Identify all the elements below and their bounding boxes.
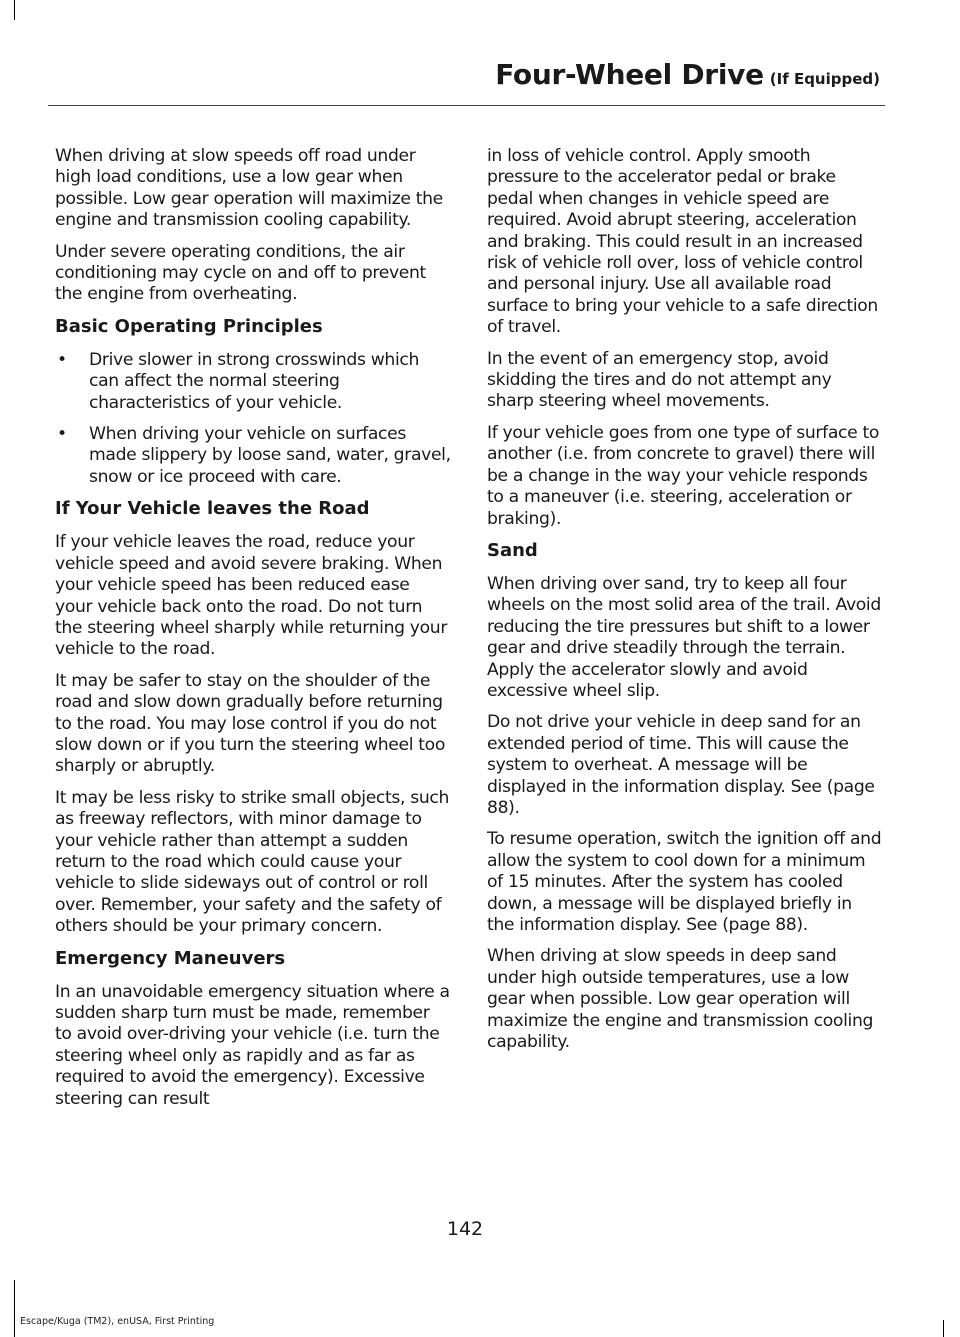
heading-emergency-maneuvers: Emergency Maneuvers (55, 947, 286, 969)
list-item (55, 424, 451, 488)
paragraph: When driving at slow speeds off road under high load conditions, use a low gear when possible. Low gear operation will maximize the engine and transmission cooling capability. (55, 146, 443, 231)
header-divider (48, 105, 885, 106)
list-item-text: Drive slower in strong crosswinds which can affect the normal steering characteristics of your vehicle. (89, 349, 420, 413)
footer-edition: Escape/Kuga (TM2), enUSA, First Printing (20, 1316, 215, 1327)
paragraph: To resume operation, switch the ignition off and allow the system to cool down for a minimum of 15 minutes. After the system has cooled down, a message will be displayed briefly in the information display. See (page 88). (487, 829, 882, 935)
bullet-glyph: • (57, 424, 67, 445)
heading-basic-operating-principles: Basic Operating Principles (55, 315, 323, 337)
paragraph: If your vehicle leaves the road, reduce your vehicle speed and avoid severe braking. When your vehicle speed has been reduced ease your vehicle back onto the road. Do not turn the steering wheel sharply while returning your vehicle to the road. (55, 532, 448, 660)
page-header (240, 58, 880, 91)
list-item-text: When driving your vehicle on surfaces made slippery by loose sand, water, gravel, snow or ice proceed with care. (89, 424, 451, 487)
paragraph: in loss of vehicle control. Apply smooth pressure to the accelerator pedal or brake pedal when changes in vehicle speed are required. Avoid abrupt steering, acceleration and braking. This could result in an increased risk of vehicle roll over, loss of vehicle control and personal injury. Use all available road surface to bring your vehicle to a safe direction of travel. (487, 146, 878, 338)
paragraph: Do not drive your vehicle in deep sand for an extended period of time. This will cause the system to overheat. A message will be displayed in the information display. See (page 88). (487, 712, 875, 818)
bullet-glyph: • (57, 349, 67, 370)
list-item (55, 350, 451, 414)
paragraph: When driving at slow speeds in deep sand under high outside temperatures, use a low gear when possible. Low gear operation will maximize the engine and transmission cooling capability. (487, 946, 874, 1053)
paragraph: When driving over sand, try to keep all four wheels on the most solid area of the trail. Avoid reducing the tire pressures but shift to a lower gear and drive steadily through the terrain. Apply the accelerator slowly and avoid excessive wheel slip. (487, 573, 881, 701)
crop-mark-bottom-right (943, 1320, 944, 1337)
paragraph: If your vehicle goes from one type of surface to another (i.e. from concrete to gravel) there will be a change in the way your vehicle responds to a maneuver (i.e. steering, acceleration or braking). (487, 422, 880, 529)
crop-mark-bottom-left (14, 1280, 15, 1337)
bullet-list (55, 350, 451, 488)
page-number: 142 (446, 1218, 484, 1240)
section-title: Four-Wheel Drive (495, 58, 764, 91)
paragraph: In an unavoidable emergency situation where a sudden sharp turn must be made, remember to avoid over-driving your vehicle (i.e. turn the steering wheel only as rapidly and as far as required to avoid the emergency). Excessive steering can result (55, 981, 450, 1109)
heading-if-vehicle-leaves-road: If Your Vehicle leaves the Road (55, 498, 370, 520)
paragraph: It may be safer to stay on the shoulder of the road and slow down gradually before returning to the road. You may lose control if you do not slow down or if you turn the steering wheel too sharply or abruptly. (55, 670, 446, 777)
paragraph: It may be less risky to strike small objects, such as freeway reflectors, with minor damage to your vehicle rather than attempt a sudden return to the road which could cause your vehicle to slide sideways out of control or roll over. Remember, your safety and the safety of others should be your primary concern. (55, 787, 450, 937)
paragraph: In the event of an emergency stop, avoid skidding the tires and do not attempt any sharp steering wheel movements. (487, 348, 832, 412)
heading-sand: Sand (487, 539, 538, 561)
paragraph: Under severe operating conditions, the air conditioning may cycle on and off to prevent the engine from overheating. (55, 241, 426, 305)
crop-mark-top-left (14, 0, 15, 20)
right-column (487, 146, 883, 1063)
left-column (55, 146, 451, 1120)
section-qualifier: (If Equipped) (769, 70, 880, 88)
